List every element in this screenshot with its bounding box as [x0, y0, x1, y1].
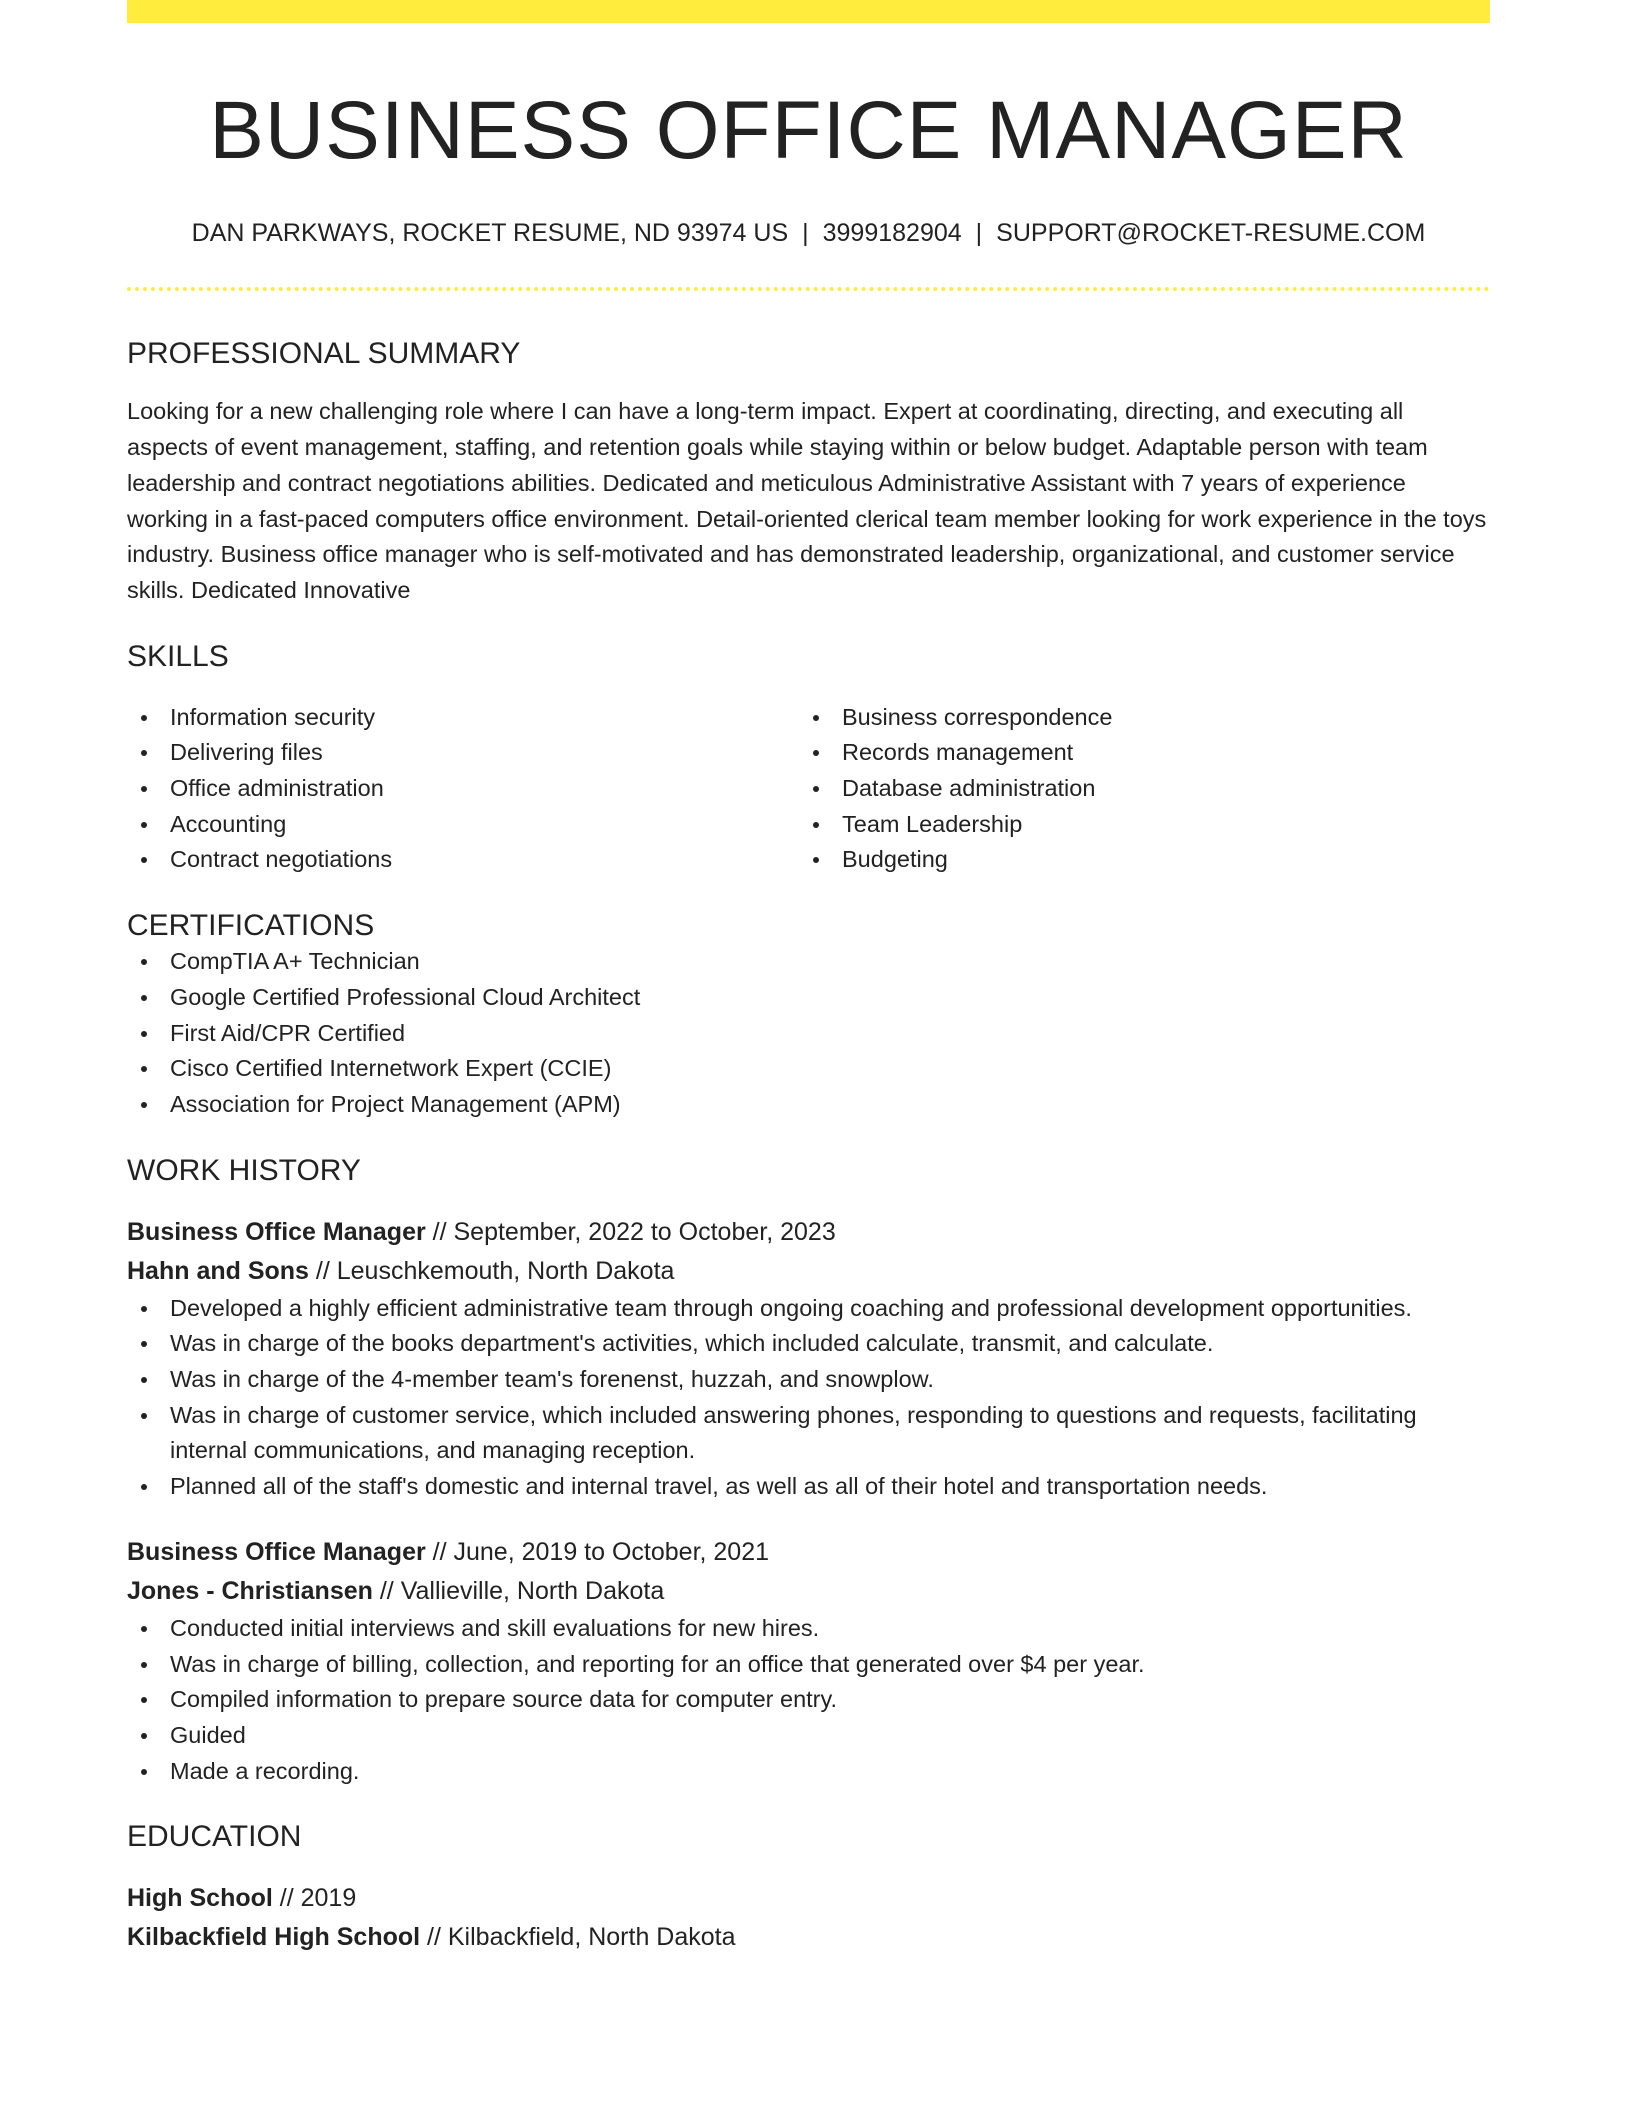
job-duty: Conducted initial interviews and skill evaluations for new hires. — [127, 1611, 1490, 1647]
job-position: Business Office Manager — [127, 1537, 426, 1566]
certification-item: Association for Project Management (APM) — [127, 1087, 1490, 1123]
job-company: Hahn and Sons — [127, 1256, 309, 1285]
contact-phone: 3999182904 — [822, 219, 962, 248]
job-entry — [127, 1533, 1490, 1790]
job-position-line — [127, 1533, 1490, 1572]
job-duty: Was in charge of the 4-member team's forenenst, huzzah, and snowplow. — [127, 1362, 1490, 1398]
job-duties-list — [127, 1611, 1490, 1790]
skill-item: Accounting — [127, 807, 799, 843]
skill-item: Delivering files — [127, 735, 799, 771]
skills-columns — [127, 700, 1490, 879]
skills-right-list — [799, 700, 1471, 879]
job-location: // Leuschkemouth, North Dakota — [308, 1256, 675, 1285]
education-location: // Kilbackfield, North Dakota — [420, 1923, 736, 1952]
job-duty: Guided — [127, 1718, 1490, 1754]
education-entry — [127, 1879, 1490, 1957]
skill-item: Contract negotiations — [127, 842, 799, 878]
job-duty: Developed a highly efficient administrative team through ongoing coaching and professional development opportunities. — [127, 1291, 1490, 1327]
education-heading: EDUCATION — [127, 1820, 302, 1854]
contact-separator: | — [802, 219, 809, 248]
job-location: // Vallieville, North Dakota — [372, 1576, 665, 1605]
job-duties-list — [127, 1291, 1490, 1505]
resume-page — [127, 0, 1490, 1957]
education-degree: High School — [127, 1884, 273, 1913]
job-duty: Was in charge of the books department's activities, which included calculate, transmit, and calculate. — [127, 1326, 1490, 1362]
job-entry — [127, 1213, 1490, 1505]
summary-text: Looking for a new challenging role where I can have a long-term impact. Expert at coordinating, directing, and executing all aspects of event management, staffing, and retention goals while staying within or below budget. Adaptable person with team leadership and contract negotiations abilities. Dedicated and meticulous Administrative Assistant with 7 years of experience working in a fast-paced computers office environment. Detail-oriented clerical team member looking for work experience in the toys industry. Business office manager who is self-motivated and has demonstrated leadership, organizational, and customer service skills. Dedicated Innovative — [127, 398, 1487, 603]
job-duty: Was in charge of customer service, which included answering phones, responding to questions and requests, facilitating internal communications, and managing reception. — [127, 1398, 1490, 1469]
contact-separator: | — [975, 219, 983, 248]
job-duty: Planned all of the staff's domestic and internal travel, as well as all of their hotel and transportation needs. — [127, 1469, 1490, 1505]
job-company: Jones - Christiansen — [127, 1576, 373, 1605]
skill-item: Office administration — [127, 771, 799, 807]
education-degree-line — [127, 1879, 1490, 1918]
skill-item: Budgeting — [799, 842, 1471, 878]
education-school-line — [127, 1918, 1490, 1957]
job-dates: // September, 2022 to October, 2023 — [425, 1217, 836, 1246]
skill-item: Database administration — [799, 771, 1471, 807]
certification-item: Google Certified Professional Cloud Architect — [127, 980, 1490, 1016]
certifications-heading: CERTIFICATIONS — [127, 909, 375, 943]
work-history-heading: WORK HISTORY — [127, 1153, 361, 1187]
skill-item: Information security — [127, 700, 799, 736]
education-year: // 2019 — [272, 1884, 357, 1913]
skills-left-list — [127, 700, 799, 879]
job-company-line — [127, 1572, 1490, 1611]
resume-title: BUSINESS OFFICE MANAGER — [209, 85, 1408, 176]
skill-item: Business correspondence — [799, 700, 1471, 736]
certification-item: Cisco Certified Internetwork Expert (CCIE) — [127, 1051, 1490, 1087]
job-dates: // June, 2019 to October, 2021 — [425, 1537, 770, 1566]
contact-address: DAN PARKWAYS, ROCKET RESUME, ND 93974 US — [191, 219, 789, 248]
skill-item: Records management — [799, 735, 1471, 771]
summary-heading: PROFESSIONAL SUMMARY — [127, 337, 521, 371]
dotted-divider — [127, 287, 1490, 291]
skills-heading: SKILLS — [127, 639, 229, 673]
job-duty: Compiled information to prepare source data for computer entry. — [127, 1682, 1490, 1718]
education-school: Kilbackfield High School — [127, 1923, 421, 1952]
contact-line — [127, 218, 1490, 248]
top-accent-bar — [127, 0, 1490, 23]
skill-item: Team Leadership — [799, 807, 1471, 843]
certifications-list — [127, 944, 1490, 1123]
job-duty: Made a recording. — [127, 1754, 1490, 1790]
certification-item: CompTIA A+ Technician — [127, 944, 1490, 980]
job-duty: Was in charge of billing, collection, and reporting for an office that generated over $4 per year. — [127, 1647, 1490, 1683]
certification-item: First Aid/CPR Certified — [127, 1016, 1490, 1052]
contact-email: SUPPORT@ROCKET-RESUME.COM — [996, 219, 1426, 248]
job-position-line — [127, 1213, 1490, 1252]
job-position: Business Office Manager — [127, 1217, 426, 1246]
job-company-line — [127, 1252, 1490, 1291]
